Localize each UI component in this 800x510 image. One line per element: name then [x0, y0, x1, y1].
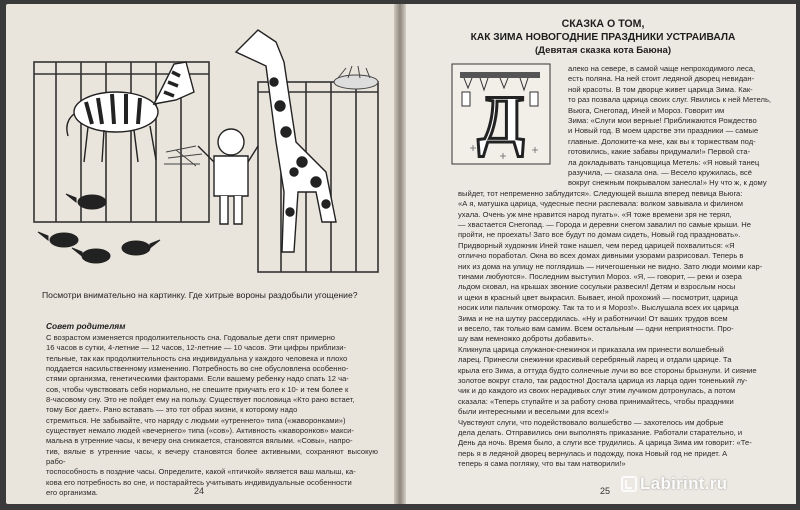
story-line: ларец. Принесли снежинки красивый серебряный ларец и отдали царице. Та — [458, 355, 732, 365]
advice-text — [46, 333, 378, 499]
page-number-left: 24 — [194, 486, 205, 496]
story-line: и весело, так только вам самим. Всем остальным — одни неприятности. Про- — [458, 324, 734, 333]
story-line: сказала: «Теперь ступайте и за работу снова принимайтесь, чтобы праздники — [458, 396, 734, 406]
advice-heading: Совет родителям — [46, 321, 126, 331]
question-text: Посмотри внимательно на картинку. Где хитрые вороны раздобыли угощение? — [42, 290, 358, 300]
story-line: алеко на севере, в самой чаще непроходимого леса, — [568, 64, 756, 73]
labirint-logo-icon — [621, 476, 637, 492]
advice-line: тому Бог дает». Рано вставать — это тот образ жизни, к которому надо — [46, 405, 298, 415]
title-line-1: СКАЗКА О ТОМ, — [561, 18, 645, 30]
advice-line: тив, вялые в утренние часы, к вечеру становятся более активными, сохраняют высокую рабо- — [46, 446, 378, 467]
book-gutter — [394, 4, 406, 504]
story-line: отлично поработал. Окна во всех домах дивными узорами разрисовал. Теперь в — [458, 251, 744, 261]
advice-line: мальна в утренние часы, к вечеру она снижается, становятся вялыми. «Совы», напро- — [46, 436, 353, 446]
story-line: них из дома на улицу не поглядишь — ничегошеньки не видно. Зато люди моими кар- — [458, 261, 763, 271]
story-line: и Новый год. В моем царстве эти праздники — самые — [568, 126, 759, 136]
story-line: чик и до каждого из своих нерадивых слуг этим лучиком дотронулась, а потом — [458, 386, 736, 396]
advice-line: 16 часов в сутки, 4-летние — 12 часов, 12-летние — 10 часов. Эти цифры приблизи- — [46, 343, 347, 353]
labirint-watermark: Labirint.ru — [640, 474, 728, 493]
page-number-right: 25 — [600, 486, 611, 496]
story-line: пройти, не проехать! Зато все будут по домам сидеть, Новый год праздновать». — [458, 230, 741, 240]
advice-line: сов, чтобы чувствовать себя нормально, не спешите приучать его к 10- и тем более к — [46, 384, 349, 394]
advice-line: стремиться. Не забывайте, что наряду с людьми «утреннего» типа («жаворонками») — [46, 415, 346, 425]
title-line-2: КАК ЗИМА НОВОГОДНИЕ ПРАЗДНИКИ УСТРАИВАЛА — [470, 32, 736, 43]
dropcap-letter: Д — [477, 81, 525, 157]
advice-line: кова его потребность во сне, и постарайтесь учитывать индивидуальные особенности — [46, 477, 352, 487]
story-line: Придворный художник Иней тоже нашел, чем перед царицей похвалиться: «Я — [458, 240, 735, 250]
hay-basket-icon — [334, 66, 378, 89]
advice-line: 8-часовому сну. Это не пойдет ему на пользу. Существует пословица «Кто рано встает, — [46, 395, 355, 405]
advice-line: С возрастом изменяется продолжительность сна. Годовалые дети спят примерно — [46, 333, 335, 342]
story-line: перь я в ледяной дворец вернулась и подожду, пока Новый год не придет. А — [458, 448, 728, 458]
child-icon — [198, 129, 258, 224]
advice-line: тельные, так как продолжительность сна индивидуальна у каждого человека и плохо — [46, 353, 348, 363]
advice-line: поддается насильственному изменению. Потребность во сне обусловлена особенно- — [46, 364, 349, 374]
story-line: льдом сковал, на крышах звонкие сосульки развесил! Детям и взрослым носы — [458, 282, 736, 292]
story-line: ухала. Очень уж мне нравится народ пугать». «Я тоже времени зря не терял, — [458, 209, 732, 219]
hay-icon — [164, 146, 202, 166]
giraffe-icon — [236, 30, 336, 252]
advice-line: существует немало людей «вечернего» типа («сов»). Активность «жаворонков» макси- — [46, 426, 354, 436]
story-line: то раз позвала царица своих слуг. Явились к ней Метель, — [568, 95, 772, 105]
story-line: тинами любуются». Последним выступил Мороз. «Я, — говорит, — реки и озера — [458, 272, 742, 281]
advice-line: его организма. — [46, 488, 98, 498]
story-line: теперь я сама погляжу, что вы там натворили!» — [458, 459, 626, 469]
story-line: главные. Доложите-ка мне, как вы к торжествам под- — [568, 136, 756, 146]
story-line: носик или пальчик отморожу. Так та то и я Мороз!». Выслушала всех их царица — [458, 303, 739, 313]
advice-line: тоспособность в поздние часы. Определите, какой «птичкой» является ваш малыш, ка- — [46, 467, 356, 477]
story-line: Зима и не на шутку рассердилась. «Ну и работнички! От ваших трудов всем — [458, 313, 728, 323]
story-title — [438, 18, 768, 57]
dropcap-illustration — [450, 62, 552, 166]
story-line: Вьюга, Снегопад, Иней и Мороз. Говорит им — [568, 105, 725, 115]
story-line: были интересными и веселыми для всех!» — [458, 407, 609, 417]
title-line-3: (Девятая сказка кота Баюна) — [534, 45, 672, 56]
story-line: шу вам немножко доброты добавить». — [458, 334, 594, 344]
zoo-illustration — [26, 22, 384, 292]
story-line: есть поляна. На ней стоит ледяной дворец невидан- — [568, 74, 755, 84]
story-line: День да ночь. Время было, а слуги все трудились. А царица Зима им говорит: «Те- — [458, 438, 752, 448]
story-line: разучила, — сказала она. — Весело кружилась, всё — [568, 168, 752, 177]
story-line: золотое вокруг стало, так радостно! Достала царица из ларца один тоненький лу- — [458, 376, 748, 385]
story-line: дела делать. Отправились они выполнять приказание. Работали старательно, и — [458, 428, 743, 437]
story-line: Кликнула царица служанок-снежинок и приказала им принести волшебный — [458, 344, 724, 354]
story-line: готовились, какие забавы придумали!» Первой ста- — [568, 147, 751, 157]
right-page — [406, 4, 796, 504]
story-line: «А я, матушка царица, чудесные песни распевала: волком завывала и филином — [458, 199, 744, 209]
story-line: выйдет, тот непременно заблудится». Следующей вышла вперед певица Вьюга: — [458, 188, 743, 198]
story-line: Зима: «Слуги мои верные! Приближаются Рождество — [568, 116, 757, 125]
story-line: вокруг снежным покрывалом занесла!» Ну что ж, к дому — [568, 178, 767, 188]
advice-line: стями организма, генетическими факторами. Если вашему ребенку надо спать 12 ча- — [46, 374, 349, 384]
story-line: ной красоты. В том дворце живет царица Зима. Как- — [568, 84, 753, 94]
story-line: — хвастается Снегопад. — Города и деревни снегом завалил по самые крыши. Не — [458, 220, 751, 229]
left-page — [6, 4, 394, 504]
story-line: и щеки в красный цвет выкрасил. Бывает, иной прохожий — посмотрит, царица — [458, 292, 738, 302]
story-line: Чувствуют слуги, что подействовало волшебство — захотелось им добрые — [458, 417, 724, 427]
story-line: ла докладывать танцовщица Метель: «Я новый танец — [568, 157, 760, 167]
story-line: крыла его Зима, а оттуда будто солнечные лучи во все стороны брызнули. И сияние — [458, 365, 757, 375]
